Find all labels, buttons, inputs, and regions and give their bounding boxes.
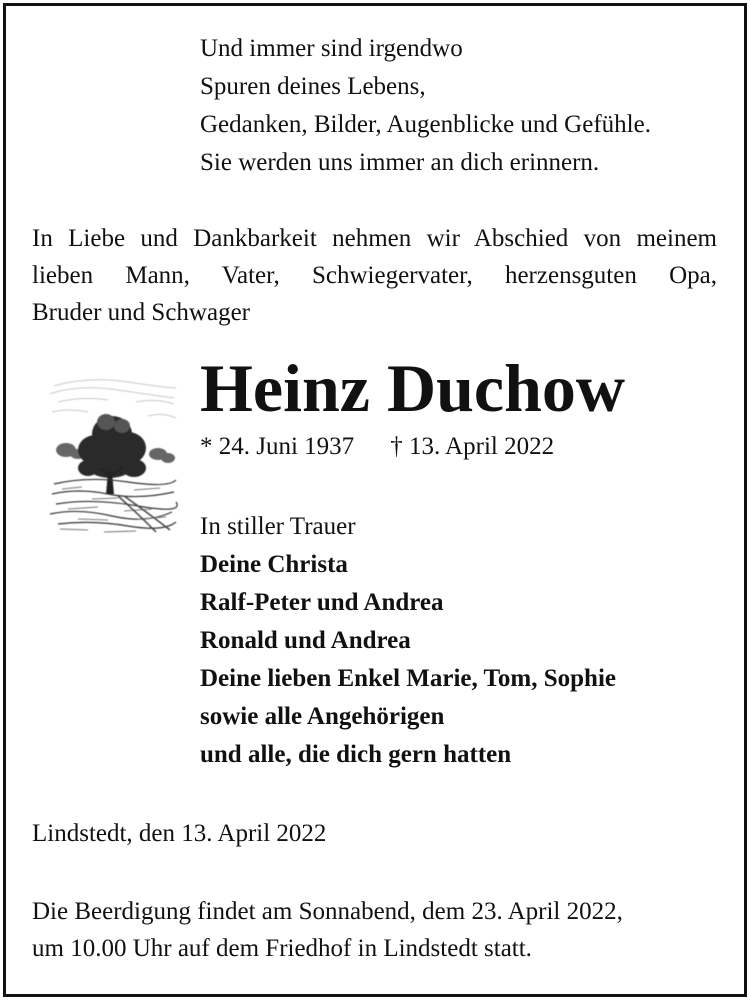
- poem-line: Gedanken, Bilder, Augenblicke und Gefühle.: [200, 111, 651, 138]
- poem-line: Sie werden uns immer an dich erinnern.: [200, 149, 600, 176]
- deceased-name: Heinz Duchow: [200, 350, 625, 426]
- intro-line: Bruder und Schwager: [32, 299, 250, 326]
- intro-line: In Liebe und Dankbarkeit nehmen wir Abschied von meinem: [32, 225, 717, 252]
- mourner-name: Ronald und Andrea: [200, 627, 411, 654]
- place-date: Lindstedt, den 13. April 2022: [32, 820, 327, 847]
- poem: [200, 30, 651, 182]
- mourner-name: Deine Christa: [200, 551, 348, 578]
- mourner-name: sowie alle Angehörigen: [200, 703, 445, 730]
- birth-date: * 24. Juni 1937: [200, 433, 355, 460]
- funeral-line: Die Beerdigung findet am Sonnabend, dem 23. April 2022,: [32, 898, 623, 925]
- intro-text: [32, 220, 717, 331]
- mourner-name: Deine lieben Enkel Marie, Tom, Sophie: [200, 665, 617, 692]
- poem-line: Spuren deines Lebens,: [200, 73, 426, 100]
- intro-line: lieben Mann, Vater, Schwiegervater, herzensguten Opa,: [32, 262, 717, 289]
- mourners: [200, 508, 616, 774]
- mourner-name: und alle, die dich gern hatten: [200, 741, 512, 768]
- death-date: † 13. April 2022: [390, 433, 555, 460]
- funeral-info: [32, 893, 717, 967]
- poem-line: Und immer sind irgendwo: [200, 35, 463, 62]
- mourner-name: Ralf-Peter und Andrea: [200, 589, 444, 616]
- life-dates: [200, 430, 554, 464]
- tree-landscape-icon: [48, 372, 180, 537]
- mourners-heading: In stiller Trauer: [200, 513, 356, 540]
- funeral-line: um 10.00 Uhr auf dem Friedhof in Lindstedt statt.: [32, 935, 532, 962]
